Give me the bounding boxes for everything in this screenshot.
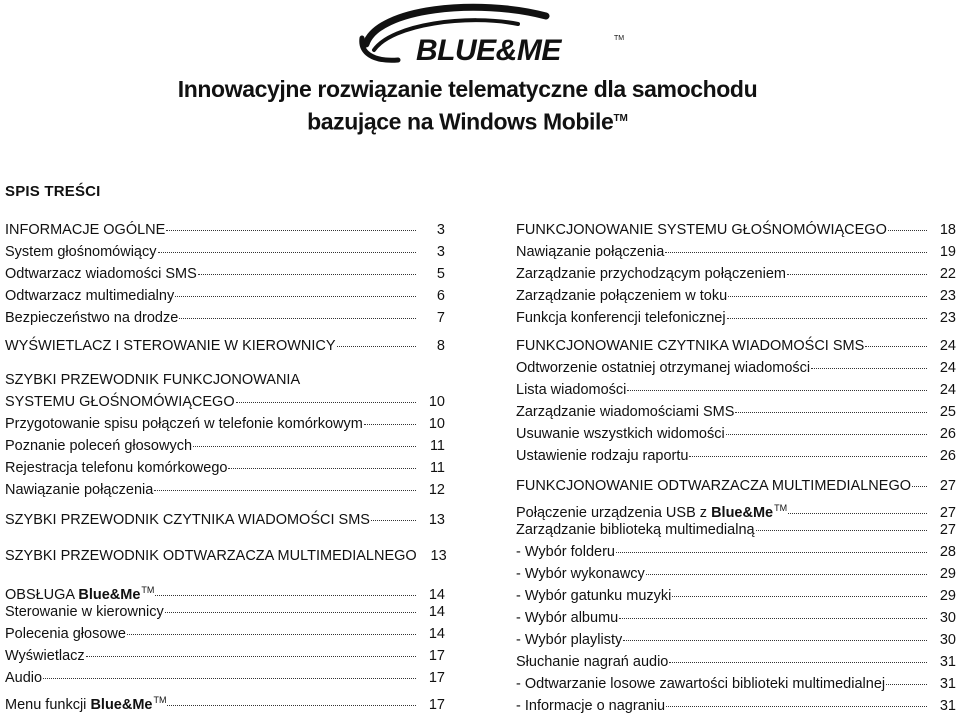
toc-entry [516, 673, 956, 695]
toc-entry-label: - Wybór playlisty [516, 632, 623, 648]
toc-entry-label: Usuwanie wszystkich widomości [516, 426, 725, 442]
toc-page-number: 27 [939, 478, 956, 494]
toc-entry-label: Ustawienie rodzaju raportu [516, 448, 689, 464]
toc-entry-label: Połączenie urządzenia USB z Blue&Me™ [516, 503, 788, 521]
toc-page-number: 11 [429, 460, 445, 476]
dot-leader [672, 596, 927, 597]
toc-page-number: 13 [428, 512, 445, 528]
toc-entry [5, 545, 445, 567]
toc-entry [516, 219, 956, 241]
toc-entry [516, 541, 956, 563]
toc-entry-label: - Wybór folderu [516, 544, 615, 560]
trademark-sup: TM [774, 503, 788, 513]
toc-entry-label: SZYBKI PRZEWODNIK FUNKCJONOWANIA [5, 372, 301, 388]
dot-leader [886, 684, 927, 685]
toc-entry-label: FUNKCJONOWANIE SYSTEMU GŁOŚNOMÓWIĄCEGO [516, 222, 887, 238]
toc-entry [516, 241, 956, 263]
document-title-line-1: Innowacyjne rozwiązanie telematyczne dla samochodu [177, 76, 758, 102]
toc-page-number: 29 [939, 566, 956, 582]
toc-entry [516, 445, 956, 467]
toc-entry-label: - Wybór wykonawcy [516, 566, 645, 582]
toc-heading: SPIS TREŚCI [5, 183, 101, 200]
trademark-sup: TM [141, 585, 155, 595]
dot-leader [627, 390, 927, 391]
dot-leader [179, 318, 416, 319]
dot-leader [689, 456, 927, 457]
toc-entry [5, 623, 445, 645]
toc-entry [5, 219, 445, 241]
toc-entry-label: Zarządzanie wiadomościami SMS [516, 404, 735, 420]
toc-entry [516, 335, 956, 357]
toc-entry [5, 369, 445, 391]
toc-entry-label: Nawiązanie połączenia [516, 244, 665, 260]
toc-page-number: 22 [939, 266, 956, 282]
toc-entry-label: Wyświetlacz [5, 648, 85, 664]
toc-page-number: 17 [428, 696, 445, 713]
toc-entry [516, 585, 956, 607]
toc-entry-label: WYŚWIETLACZ I STEROWANIE W KIEROWNICY [5, 338, 336, 354]
toc-entry-label: - Odtwarzanie losowe zawartości biblioteki multimedialnej [516, 676, 886, 692]
toc-page-number: 3 [436, 244, 445, 260]
toc-page-number: 14 [428, 604, 445, 620]
brand-name: Blue&Me [711, 504, 774, 521]
toc-page-number: 10 [428, 394, 445, 410]
toc-entry-label: Poznanie poleceń głosowych [5, 438, 193, 454]
dot-leader [623, 640, 927, 641]
dot-leader [154, 490, 416, 491]
toc-entry [516, 379, 956, 401]
dot-leader [735, 412, 927, 413]
dot-leader [158, 252, 417, 253]
dot-leader [228, 468, 416, 469]
toc-page-number: 14 [428, 626, 445, 642]
dot-leader [811, 368, 927, 369]
toc-page-number: 18 [939, 222, 956, 238]
toc-page-number: 13 [430, 548, 447, 564]
toc-entry [5, 307, 445, 329]
toc-entry-label: - Wybór albumu [516, 610, 619, 626]
toc-entry-label: Zarządzanie biblioteką multimedialną [516, 522, 755, 538]
toc-entry [5, 285, 445, 307]
dot-leader [665, 252, 927, 253]
toc-page-number: 24 [939, 360, 956, 376]
dot-leader [666, 706, 927, 707]
dot-leader [337, 346, 416, 347]
dot-leader [728, 296, 927, 297]
dot-leader [371, 520, 416, 521]
toc-entry [5, 263, 445, 285]
toc-entry-label: SZYBKI PRZEWODNIK ODTWARZACZA MULTIMEDIALNEGO [5, 548, 417, 564]
toc-page-number: 19 [939, 244, 956, 260]
toc-entry [5, 335, 445, 357]
dot-leader [788, 513, 927, 514]
toc-entry-label: Przygotowanie spisu połączeń w telefonie komórkowym [5, 416, 363, 432]
toc-entry [516, 423, 956, 445]
dot-leader [43, 678, 416, 679]
toc-entry [5, 601, 445, 623]
toc-page-number: 23 [939, 288, 956, 304]
toc-entry [516, 285, 956, 307]
toc-entry-label: Lista wiadomości [516, 382, 627, 398]
toc-entry [516, 307, 956, 329]
toc-entry [516, 401, 956, 423]
toc-page-number: 23 [939, 310, 956, 326]
toc-page-number: 11 [429, 438, 445, 454]
dot-leader [726, 434, 927, 435]
toc-page-number: 30 [939, 632, 956, 648]
toc-page-number: 12 [428, 482, 445, 498]
toc-entry [5, 241, 445, 263]
toc-entry-label: Zarządzanie połączeniem w toku [516, 288, 728, 304]
svg-text:TM: TM [614, 35, 625, 42]
toc-entry [516, 475, 956, 497]
toc-page-number: 30 [939, 610, 956, 626]
dot-leader [727, 318, 927, 319]
toc-page-number: 31 [939, 698, 956, 714]
dot-leader [787, 274, 927, 275]
toc-entry-label: Zarządzanie przychodzącym połączeniem [516, 266, 786, 282]
toc-page-number: 25 [939, 404, 956, 420]
dot-leader [155, 595, 416, 596]
toc-entry [5, 413, 445, 435]
dot-leader [127, 634, 416, 635]
toc-entry [5, 457, 445, 479]
dot-leader [193, 446, 416, 447]
toc-entry-label: Menu funkcji Blue&Me™ [5, 695, 167, 713]
toc-entry [516, 629, 956, 651]
dot-leader [616, 552, 927, 553]
toc-page-number: 17 [428, 670, 445, 686]
brand-name: Blue&Me [78, 586, 141, 603]
document-title-line-2: bazujące na Windows Mobile™ [307, 108, 628, 135]
toc-entry [516, 263, 956, 285]
toc-page-number: 31 [939, 676, 956, 692]
toc-entry [516, 651, 956, 673]
toc-page-number: 8 [436, 338, 445, 354]
toc-page-number: 27 [939, 504, 956, 521]
toc-entry-label: Słuchanie nagrań audio [516, 654, 669, 670]
toc-entry [516, 607, 956, 629]
toc-entry [516, 563, 956, 585]
toc-entry-label: - Informacje o nagraniu [516, 698, 666, 714]
dot-leader [364, 424, 416, 425]
dot-leader [86, 656, 416, 657]
dot-leader [669, 662, 927, 663]
dot-leader [236, 402, 416, 403]
toc-entry [516, 519, 956, 541]
toc-entry-label: SYSTEMU GŁOŚNOMÓWIĄCEGO [5, 394, 235, 410]
toc-page-number: 6 [436, 288, 445, 304]
toc-page-number: 3 [436, 222, 445, 238]
toc-entry [516, 357, 956, 379]
toc-entry-label: Rejestracja telefonu komórkowego [5, 460, 228, 476]
toc-entry-label: Odtworzenie ostatniej otrzymanej wiadomości [516, 360, 811, 376]
toc-entry-label: Audio [5, 670, 43, 686]
dot-leader [865, 346, 927, 347]
dot-leader [756, 530, 927, 531]
toc-entry-label: SZYBKI PRZEWODNIK CZYTNIKA WIADOMOŚCI SMS [5, 512, 370, 528]
toc-page-number: 7 [436, 310, 445, 326]
dot-leader [619, 618, 927, 619]
svg-text:BLUE&ME: BLUE&ME [416, 34, 561, 67]
toc-page-number: 5 [436, 266, 445, 282]
toc-page-number: 26 [939, 448, 956, 464]
toc-entry [5, 479, 445, 501]
toc-entry-label: - Wybór gatunku muzyki [516, 588, 672, 604]
toc-page-number: 24 [939, 338, 956, 354]
dot-leader [912, 486, 927, 487]
toc-entry [5, 645, 445, 667]
toc-page-number: 31 [939, 654, 956, 670]
toc-entry-label: OBSŁUGA Blue&Me™ [5, 585, 155, 603]
dot-leader [888, 230, 927, 231]
toc-entry-label: Polecenia głosowe [5, 626, 126, 642]
toc-entry-label: Nawiązanie połączenia [5, 482, 154, 498]
dot-leader [166, 230, 416, 231]
toc-entry-label: Sterowanie w kierownicy [5, 604, 164, 620]
toc-page-number: 26 [939, 426, 956, 442]
dot-leader [198, 274, 416, 275]
toc-entry-label: Funkcja konferencji telefonicznej [516, 310, 726, 326]
toc-entry-label: FUNKCJONOWANIE CZYTNIKA WIADOMOŚCI SMS [516, 338, 865, 354]
toc-entry [516, 695, 956, 717]
toc-entry-label: Odtwarzacz wiadomości SMS [5, 266, 197, 282]
toc-page-number: 28 [939, 544, 956, 560]
toc-entry [5, 435, 445, 457]
toc-page-number: 27 [939, 522, 956, 538]
toc-page-number: 17 [428, 648, 445, 664]
toc-entry [5, 579, 445, 601]
dot-leader [646, 574, 927, 575]
toc-entry [5, 391, 445, 413]
toc-entry [5, 667, 445, 689]
toc-entry-label: Bezpieczeństwo na drodze [5, 310, 179, 326]
toc-page-number: 24 [939, 382, 956, 398]
toc-entry-label: System głośnomówiący [5, 244, 157, 260]
toc-page-number: 29 [939, 588, 956, 604]
toc-entry-label: INFORMACJE OGÓLNE [5, 222, 166, 238]
blue-and-me-logo [358, 0, 628, 76]
dot-leader [175, 296, 416, 297]
toc-entry [516, 497, 956, 519]
trademark-sup: TM [153, 695, 167, 705]
dot-leader [167, 705, 416, 706]
toc-entry [5, 689, 445, 711]
toc-page-number: 10 [428, 416, 445, 432]
dot-leader [165, 612, 416, 613]
brand-name: Blue&Me [90, 696, 153, 713]
toc-entry-label: Odtwarzacz multimedialny [5, 288, 175, 304]
toc-entry-label: FUNKCJONOWANIE ODTWARZACZA MULTIMEDIALNEGO [516, 478, 912, 494]
toc-entry [5, 509, 445, 531]
toc-page-number: 14 [428, 586, 445, 603]
